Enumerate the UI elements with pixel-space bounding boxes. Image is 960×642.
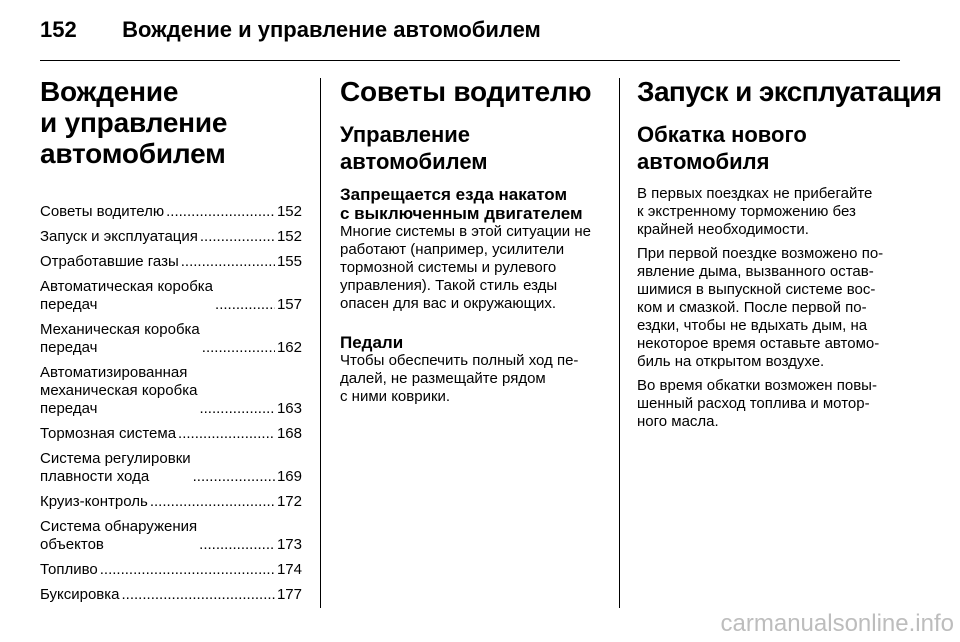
toc-entry-title: Запуск и эксплуатация	[40, 228, 198, 245]
header-rule	[40, 60, 900, 61]
toc-entry-page: 168	[276, 425, 302, 442]
toc-entry[interactable]	[40, 586, 302, 604]
toc-entry[interactable]	[40, 278, 302, 314]
toc-entry-page: 163	[276, 400, 302, 417]
toc-entry-title: Буксировка	[40, 586, 120, 603]
header-title: Вождение и управление автомобилем	[122, 17, 541, 42]
column-divider-left	[320, 78, 321, 608]
toc-leader-dots	[202, 339, 275, 357]
break-in-paragraph-2: При первой поездке возможено по- явление дыма, вызванного остав- шимися в выпускной системе вос- ком и смазкой. После первой по- ездки, чтобы не вдыхать дым, на некоторое время оставьте автомо- биль на открытом воздухе.	[637, 245, 884, 370]
toc-column	[40, 76, 302, 611]
pedals-text: Чтобы обеспечить полный ход пе- далей, не размещайте рядом с ними коврики.	[340, 352, 579, 405]
toc-entry-page: 155	[276, 253, 302, 270]
toc-entry-page: 162	[276, 339, 302, 356]
toc-entry[interactable]	[40, 203, 302, 221]
toc-entry-page: 172	[276, 493, 302, 510]
toc-entry-title: Топливо	[40, 561, 98, 578]
toc-entry-page: 173	[276, 536, 302, 553]
toc-leader-dots	[215, 296, 275, 314]
toc-leader-dots	[181, 253, 275, 271]
toc-entry-title: Автоматическая коробка передач	[40, 278, 214, 313]
toc-entry-title: Тормозная система	[40, 425, 177, 442]
start-operation-column	[637, 76, 942, 437]
break-in-paragraph-1: В первых поездках не прибегайте к экстренному торможению без крайней необходимости.	[637, 185, 873, 238]
toc-entry-title: Механическая коробка передач	[40, 321, 200, 356]
toc-entry[interactable]	[40, 425, 302, 443]
toc-entry-page: 157	[276, 296, 302, 313]
toc-entry-page: 152	[276, 203, 302, 220]
toc-entry-page: 174	[276, 561, 302, 578]
toc-entry-title: Система обнаружения объектов	[40, 518, 198, 553]
toc-leader-dots	[122, 586, 275, 604]
toc-leader-dots	[193, 468, 275, 486]
break-in-paragraph-3: Во время обкатки возможен повы- шенный расход топлива и мотор- ного масла.	[637, 377, 877, 430]
driving-tips-column	[340, 76, 603, 406]
section-title-start: Запуск и эксплуатация	[637, 76, 942, 107]
toc-entry-page: 152	[276, 228, 302, 245]
toc-entry[interactable]	[40, 518, 302, 554]
toc-entry[interactable]	[40, 364, 302, 418]
toc-entry-title: Автоматизированная механическая коробка передач	[40, 364, 198, 417]
subsection-title-control: Управление автомобилем	[340, 122, 488, 174]
toc-leader-dots	[199, 536, 275, 554]
toc-entry[interactable]	[40, 253, 302, 271]
toc-entry[interactable]	[40, 450, 302, 486]
toc-entry-title: Отработавшие газы	[40, 253, 179, 270]
toc-leader-dots	[178, 425, 275, 443]
toc-leader-dots	[200, 228, 275, 246]
page-header	[40, 17, 541, 43]
coasting-heading: Запрещается езда накатом с выключенным двигателем	[340, 185, 583, 223]
toc-entry[interactable]	[40, 321, 302, 357]
page-number: 152	[40, 17, 77, 42]
watermark: carmanualsonline.info	[720, 610, 954, 637]
toc-entry[interactable]	[40, 228, 302, 246]
section-title-tips: Советы водителю	[340, 76, 592, 107]
toc-entry-title: Круиз-контроль	[40, 493, 148, 510]
subsection-title-break-in: Обкатка нового автомобиля	[637, 122, 807, 174]
toc-leader-dots	[150, 493, 275, 511]
table-of-contents	[40, 203, 302, 604]
chapter-title: Вождение и управление автомобилем	[40, 76, 228, 169]
toc-leader-dots	[166, 203, 275, 221]
pedals-heading: Педали	[340, 333, 404, 352]
column-divider-right	[619, 78, 620, 608]
toc-entry-page: 177	[276, 586, 302, 603]
toc-entry-page: 169	[276, 468, 302, 485]
toc-entry-title: Советы водителю	[40, 203, 165, 220]
toc-entry[interactable]	[40, 493, 302, 511]
toc-entry-title: Система регулировки плавности хода	[40, 450, 191, 485]
toc-leader-dots	[100, 561, 275, 579]
toc-entry[interactable]	[40, 561, 302, 579]
toc-leader-dots	[199, 400, 275, 418]
coasting-text: Многие системы в этой ситуации не работают (например, усилители тормозной системы и рулевого управления). Такой стиль езды опасен для вас и окружающих.	[340, 223, 591, 312]
